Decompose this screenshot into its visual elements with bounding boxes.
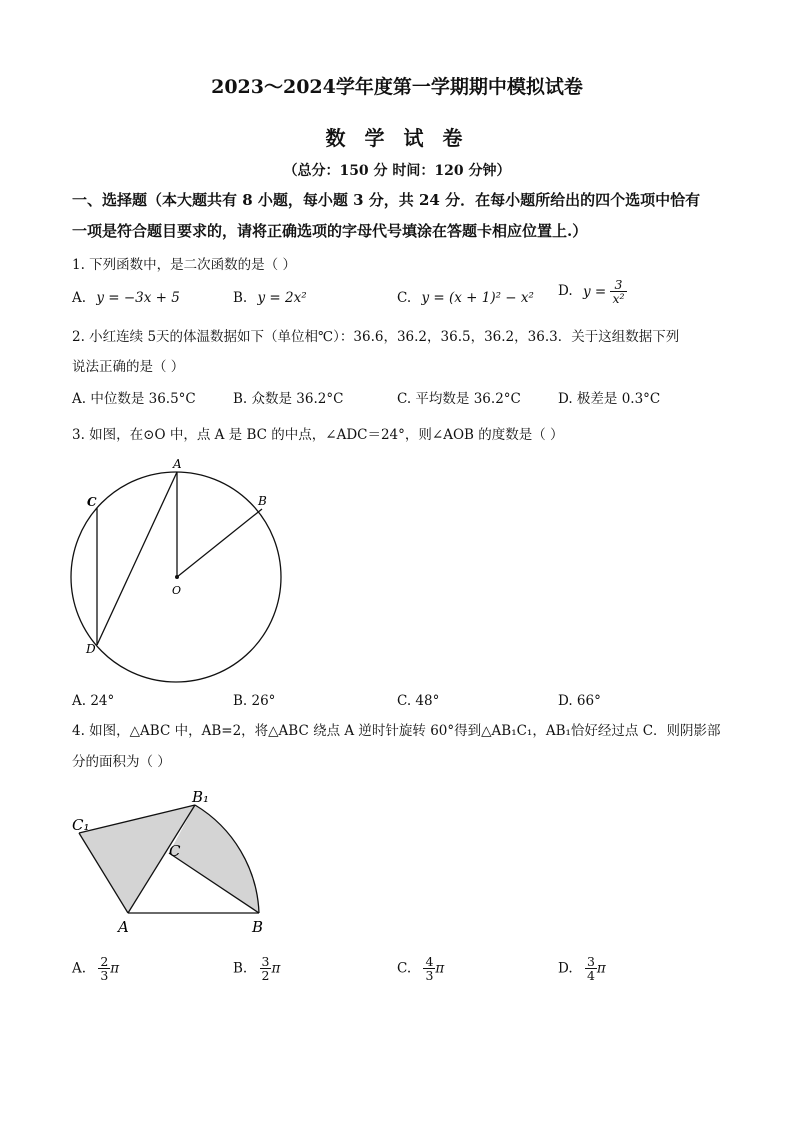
- q4-option-b-pi: π: [271, 960, 281, 977]
- question-3-stem: 3. 如图，在⊙O 中，点 A 是 BC 的中点，∠ADC＝24°，则∠AOB 的度数是（ ）: [72, 427, 564, 443]
- label-c: C: [169, 842, 181, 860]
- rotation-figure: [60, 782, 280, 942]
- label-b: B: [258, 494, 267, 508]
- q4-option-d-pi: π: [596, 960, 606, 977]
- q4-option-c-numerator: 4: [425, 954, 434, 969]
- label-c1: C₁: [72, 816, 90, 834]
- q3-option-c: C. 48°: [397, 693, 440, 709]
- q1-option-d-label: D.: [558, 283, 573, 300]
- q4-option-c-pi: π: [435, 960, 445, 977]
- label-b: B: [252, 918, 264, 936]
- q2-option-c: C. 平均数是 36.2°C: [397, 391, 521, 407]
- q4-option-d: [558, 955, 606, 982]
- q1-option-a: [72, 287, 180, 309]
- q2-option-d: D. 极差是 0.3°C: [558, 391, 661, 407]
- q1-option-c-expr: y = (x + 1)² − x²: [421, 290, 534, 306]
- q2-option-b: B. 众数是 36.2°C: [233, 391, 344, 407]
- question-2-line2: 说法正确的是（ ）: [72, 359, 185, 375]
- radius-ob: [177, 509, 262, 577]
- q1-option-c-label: C.: [397, 290, 412, 306]
- q1-option-a-label: A.: [72, 290, 87, 306]
- label-c: C: [87, 495, 97, 509]
- q4-option-d-fraction: [585, 955, 597, 982]
- q1-option-d-fraction: [610, 278, 626, 305]
- q4-option-b: [233, 955, 280, 982]
- section-heading-line2: 一项是符合题目要求的，请将正确选项的字母代号填涂在答题卡相应位置上.）: [72, 222, 588, 240]
- q4-option-b-numerator: 3: [261, 954, 270, 969]
- q4-option-d-denominator: 4: [586, 968, 595, 984]
- q3-option-b: B. 26°: [233, 693, 276, 709]
- label-o: O: [172, 584, 182, 597]
- q4-option-d-numerator: 3: [586, 954, 595, 969]
- chord-da: [97, 472, 177, 645]
- q3-option-d: D. 66°: [558, 693, 601, 709]
- circle-figure: [60, 452, 300, 684]
- q4-option-a-denominator: 3: [100, 968, 109, 984]
- q1-option-b: [233, 287, 307, 309]
- label-a: A: [173, 457, 182, 471]
- q2-option-a: A. 中位数是 36.5°C: [72, 391, 196, 407]
- q1-option-d-denominator: x²: [612, 291, 625, 307]
- q1-option-d: [558, 278, 627, 305]
- q1-option-b-label: B.: [233, 290, 248, 306]
- q4-option-a: [72, 955, 119, 982]
- q4-option-c: [397, 955, 444, 982]
- q4-option-b-denominator: 2: [261, 968, 270, 984]
- question-4-line1: 4. 如图，△ABC 中，AB=2，将△ABC 绕点 A 逆时针旋转 60°得到△AB₁C₁，AB₁恰好经过点 C．则阴影部: [72, 723, 721, 739]
- q4-option-a-fraction: [98, 955, 110, 982]
- question-4-line2: 分的面积为（ ）: [72, 754, 171, 770]
- center-point-o: [175, 575, 179, 579]
- q4-option-c-label: C.: [397, 960, 412, 977]
- q4-option-c-fraction: [423, 955, 435, 982]
- q1-option-d-numerator: 3: [610, 278, 626, 292]
- q4-option-b-label: B.: [233, 960, 248, 977]
- q4-option-b-fraction: [260, 955, 272, 982]
- q4-option-d-label: D.: [558, 960, 573, 977]
- label-a: A: [118, 918, 129, 936]
- q4-option-a-pi: π: [110, 960, 120, 977]
- q4-option-a-label: A.: [72, 960, 87, 977]
- q1-option-d-prefix: y =: [582, 283, 607, 300]
- label-b1: B₁: [192, 788, 210, 806]
- q4-option-c-denominator: 3: [425, 968, 434, 984]
- q3-option-a: A. 24°: [72, 693, 115, 709]
- question-2-line1: 2. 小红连续 5天的体温数据如下（单位相℃）：36.6，36.2，36.5，36.2，36.3．关于这组数据下列: [72, 329, 680, 345]
- q4-option-a-numerator: 2: [100, 954, 109, 969]
- exam-info: （总分：150 分 时间：120 分钟）: [283, 163, 511, 179]
- subject-title: 数 学 试 卷: [325, 126, 469, 150]
- label-d: D: [86, 642, 96, 656]
- q1-option-c: [397, 287, 534, 309]
- question-1-stem: 1. 下列函数中，是二次函数的是（ ）: [72, 257, 296, 273]
- q1-option-b-expr: y = 2x²: [257, 290, 307, 306]
- q1-option-a-expr: y = −3x + 5: [96, 290, 180, 306]
- section-heading-line1: 一、选择题（本大题共有 8 小题，每小题 3 分，共 24 分．在每小题所给出的四个选项中恰有: [72, 191, 701, 209]
- exam-title: 2023～2024学年度第一学期期中模拟试卷: [211, 76, 583, 98]
